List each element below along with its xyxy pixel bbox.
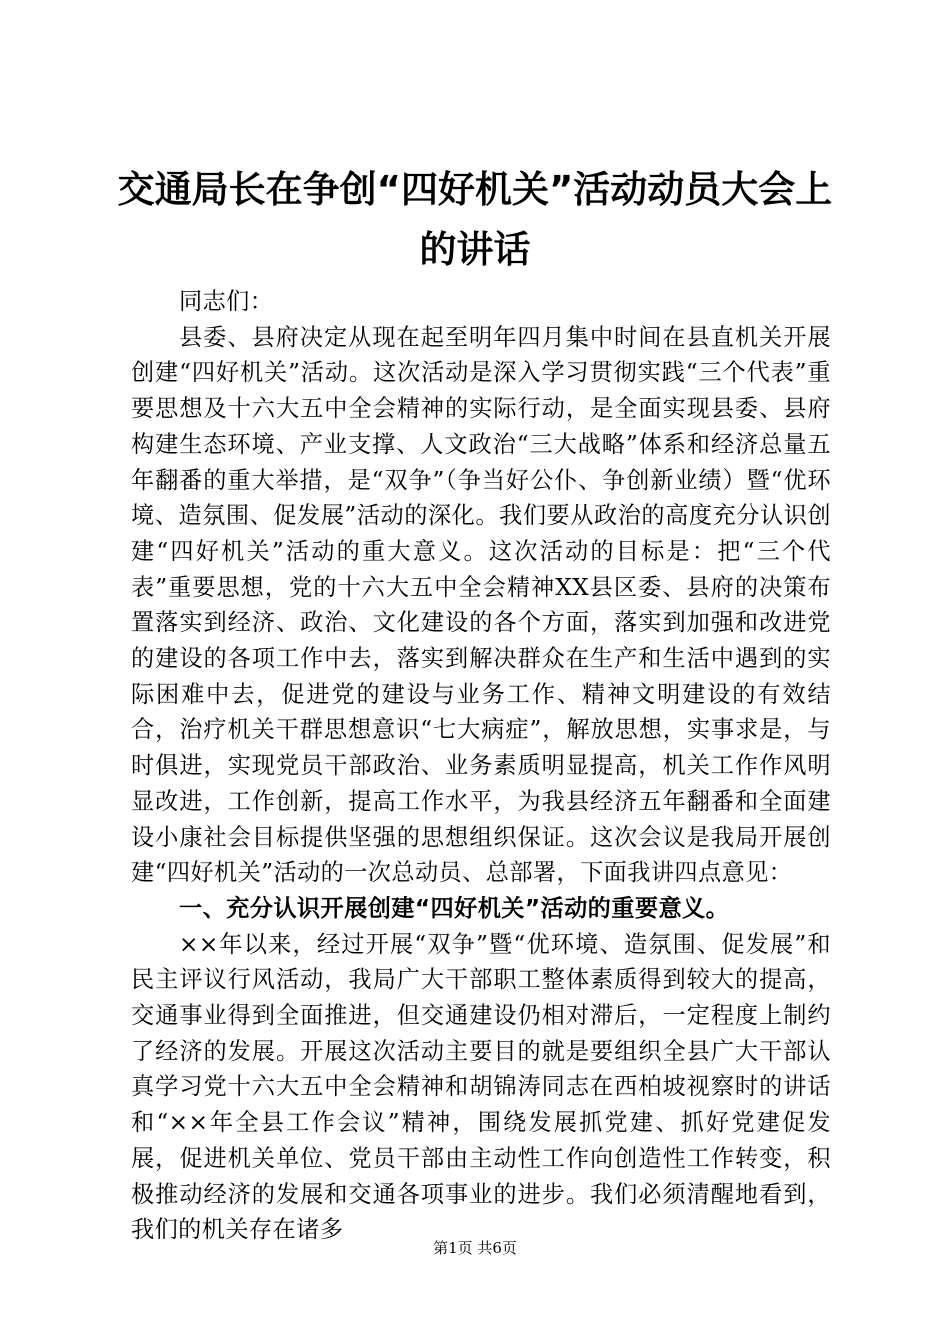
- document-body: [131, 284, 831, 1248]
- paragraph: ××年以来，经过开展“双争”暨“优环境、造氛围、促发展”和民主评议行风活动，我局广大干部职工整体素质得到较大的提高，交通事业得到全面推进，但交通建设仍相对滞后，一定程度上制约了经济的发展。开展这次活动主要目的就是要组织全县广大干部认真学习党十六大五中全会精神和胡锦涛同志在西柏坡视察时的讲话和“××年全县工作会议”精神，围绕发展抓党建、抓好党建促发展，促进机关单位、党员干部由主动性工作向创造性工作转变，积极推动经济的发展和交通各项事业的进步。我们必须清醒地看到，我们的机关存在诸多: [131, 930, 831, 1244]
- page-footer: 第1页 共6页: [433, 1239, 517, 1257]
- paragraph: 县委、县府决定从现在起至明年四月集中时间在县直机关开展创建“四好机关”活动。这次活动是深入学习贯彻实践“三个代表”重要思想及十六大五中全会精神的实际行动，是全面实现县委、县府构建生态环境、产业支撑、人文政治“三大战略”体系和经济总量五年翻番的重大举措，是“双争”（争当好公仆、争创新业绩）暨“优环境、造氛围、促发展”活动的深化。我们要从政治的高度充分认识创建“四好机关”活动的重大意义。这次活动的目标是：把“三个代表”重要思想，党的十六大五中全会精神XX县区委、县府的决策布置落实到经济、政治、文化建设的各个方面，落实到加强和改进党的建设的各项工作中去，落实到解决群众在生产和生活中遇到的实际困难中去，促进党的建设与业务工作、精神文明建设的有效结合，治疗机关干群思想意识“七大病症”，解放思想，实事求是，与时俱进，实现党员干部政治、业务素质明显提高，机关工作作风明显改进，工作创新，提高工作水平，为我县经济五年翻番和全面建设小康社会目标提供坚强的思想组织保证。这次会议是我局开展创建“四好机关”活动的一次总动员、总部署，下面我讲四点意见：: [131, 323, 831, 887]
- greeting: 同志们：: [179, 288, 274, 315]
- document-title: 交通局长在争创“四好机关”活动动员大会上的讲话: [117, 168, 833, 271]
- section-heading: 一、充分认识开展创建“四好机关”活动的重要意义。: [179, 894, 730, 922]
